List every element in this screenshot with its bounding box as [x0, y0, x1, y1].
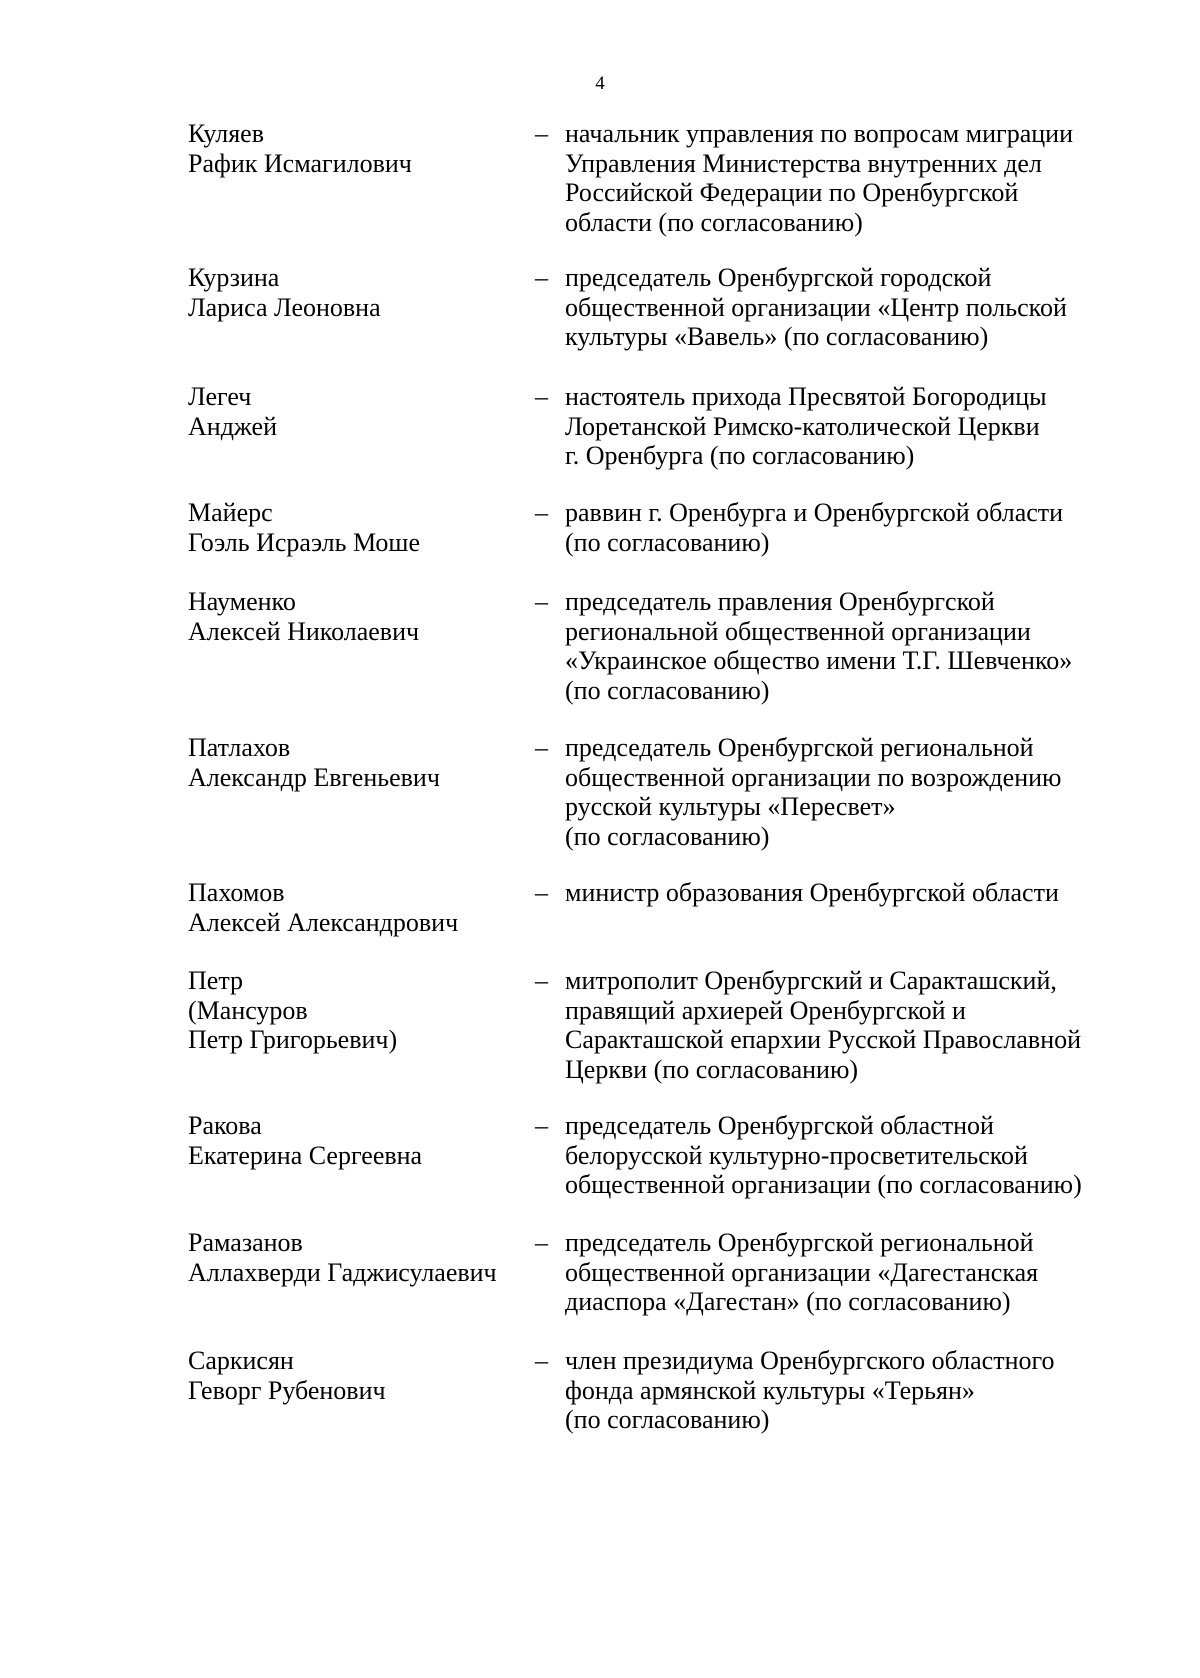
dash-separator: –: [535, 1346, 548, 1375]
member-position-line: председатель Оренбургской областной: [565, 1111, 994, 1140]
member-position-line: диаспора «Дагестан» (по согласованию): [565, 1287, 1011, 1316]
member-position-line: Саракташской епархии Русской Православной: [565, 1025, 1082, 1054]
dash-separator: –: [535, 1111, 548, 1140]
member-position: [565, 1346, 1135, 1435]
member-position-line: председатель Оренбургской региональной: [565, 1228, 1034, 1257]
member-position: [565, 1111, 1135, 1200]
member-position: [565, 263, 1135, 352]
dash-separator: –: [535, 966, 548, 995]
member-name-line: Пахомов: [188, 878, 285, 907]
member-name: [188, 263, 528, 322]
member-position-line: председатель Оренбургской региональной: [565, 733, 1034, 762]
member-position-line: общественной организации «Центр польской: [565, 292, 1067, 322]
member-name-line: Екатерина Сергеевна: [188, 1140, 423, 1170]
member-position-line: раввин г. Оренбурга и Оренбургской области: [565, 498, 1064, 527]
member-position-line: министр образования Оренбургской области: [565, 878, 1059, 907]
dash-separator: –: [535, 382, 548, 411]
member-position-line: региональной общественной организации: [565, 616, 1031, 646]
member-name: [188, 1111, 528, 1170]
member-name-line: Куляев: [188, 119, 264, 148]
member-name-line: Анджей: [188, 411, 277, 441]
member-position-line: Церкви (по согласованию): [565, 1054, 859, 1084]
member-position-line: «Украинское общество имени Т.Г. Шевченко»: [565, 646, 1073, 675]
list-item: [0, 1346, 1200, 1476]
member-position-line: митрополит Оренбургский и Саракташский,: [565, 966, 1057, 995]
member-name-line: Лариса Леоновна: [188, 292, 381, 322]
member-name-line: Патлахов: [188, 733, 291, 762]
list-item: [0, 1228, 1200, 1358]
member-name-line: Рафик Исмагилович: [188, 148, 412, 178]
member-name: [188, 382, 528, 441]
dash-separator: –: [535, 263, 548, 292]
member-position-line: Управления Министерства внутренних дел: [565, 148, 1042, 178]
list-item: [0, 382, 1200, 512]
member-position-line: (по согласованию): [565, 527, 770, 557]
member-position-line: председатель правления Оренбургской: [565, 587, 995, 616]
member-position-line: фонда армянской культуры «Терьян»: [565, 1375, 975, 1405]
member-name: [188, 966, 528, 1055]
member-name: [188, 498, 528, 557]
member-name: [188, 733, 528, 792]
member-position: [565, 1228, 1135, 1317]
member-name-line: Алексей Александрович: [188, 907, 459, 937]
member-name: [188, 878, 528, 937]
member-name-line: Геворг Рубенович: [188, 1375, 386, 1405]
member-name: [188, 1346, 528, 1405]
member-name: [188, 1228, 528, 1287]
dash-separator: –: [535, 587, 548, 616]
list-item: [0, 587, 1200, 717]
member-position: [565, 878, 1135, 908]
member-position-line: области (по согласованию): [565, 207, 863, 237]
member-position-line: белорусской культурно-просветительской: [565, 1140, 1028, 1170]
member-position-line: (по согласованию): [565, 821, 770, 851]
member-position: [565, 498, 1135, 557]
member-name-line: Александр Евгеньевич: [188, 762, 440, 792]
member-position: [565, 966, 1135, 1084]
list-item: [0, 1111, 1200, 1241]
list-item: [0, 966, 1200, 1096]
member-name-line: Ракова: [188, 1111, 262, 1140]
dash-separator: –: [535, 1228, 548, 1257]
member-position-line: член президиума Оренбургского областного: [565, 1346, 1055, 1375]
member-name-line: Курзина: [188, 263, 280, 292]
dash-separator: –: [535, 119, 548, 148]
list-item: [0, 733, 1200, 863]
member-name-line: Гоэль Исраэль Моше: [188, 527, 420, 557]
member-name-line: Науменко: [188, 587, 296, 616]
member-position-line: общественной организации по возрождению: [565, 762, 1062, 792]
member-position-line: г. Оренбурга (по согласованию): [565, 441, 915, 470]
member-position-line: настоятель прихода Пресвятой Богородицы: [565, 382, 1047, 411]
member-position-line: председатель Оренбургской городской: [565, 263, 992, 292]
member-position: [565, 119, 1135, 237]
member-name-line: Легеч: [188, 382, 252, 411]
member-name: [188, 587, 528, 646]
list-item: [0, 263, 1200, 393]
member-name-line: Аллахверди Гаджисулаевич: [188, 1257, 497, 1287]
member-position-line: Лоретанской Римско-католической Церкви: [565, 411, 1040, 441]
member-position-line: Российской Федерации по Оренбургской: [565, 178, 1019, 207]
member-position: [565, 587, 1135, 705]
member-position-line: культуры «Вавель» (по согласованию): [565, 322, 989, 351]
member-position-line: русской культуры «Пересвет»: [565, 792, 896, 821]
member-position-line: общественной организации (по согласованию): [565, 1170, 1082, 1199]
member-name: [188, 119, 528, 178]
member-position-line: правящий архиерей Оренбургской и: [565, 995, 966, 1025]
dash-separator: –: [535, 498, 548, 527]
member-name-line: Петр: [188, 966, 243, 995]
member-name-line: Саркисян: [188, 1346, 294, 1375]
member-position-line: начальник управления по вопросам миграции: [565, 119, 1073, 148]
list-item: [0, 119, 1200, 249]
member-position-line: (по согласованию): [565, 675, 770, 705]
member-name-line: Майерс: [188, 498, 273, 527]
page-number: 4: [595, 73, 605, 94]
member-position-line: (по согласованию): [565, 1405, 770, 1434]
dash-separator: –: [535, 733, 548, 762]
member-position: [565, 382, 1135, 471]
member-position-line: общественной организации «Дагестанская: [565, 1257, 1039, 1287]
dash-separator: –: [535, 878, 548, 907]
member-name-line: Алексей Николаевич: [188, 616, 420, 646]
member-position: [565, 733, 1135, 851]
member-name-line: Петр Григорьевич): [188, 1025, 398, 1054]
member-name-line: (Мансуров: [188, 995, 308, 1025]
member-name-line: Рамазанов: [188, 1228, 303, 1257]
